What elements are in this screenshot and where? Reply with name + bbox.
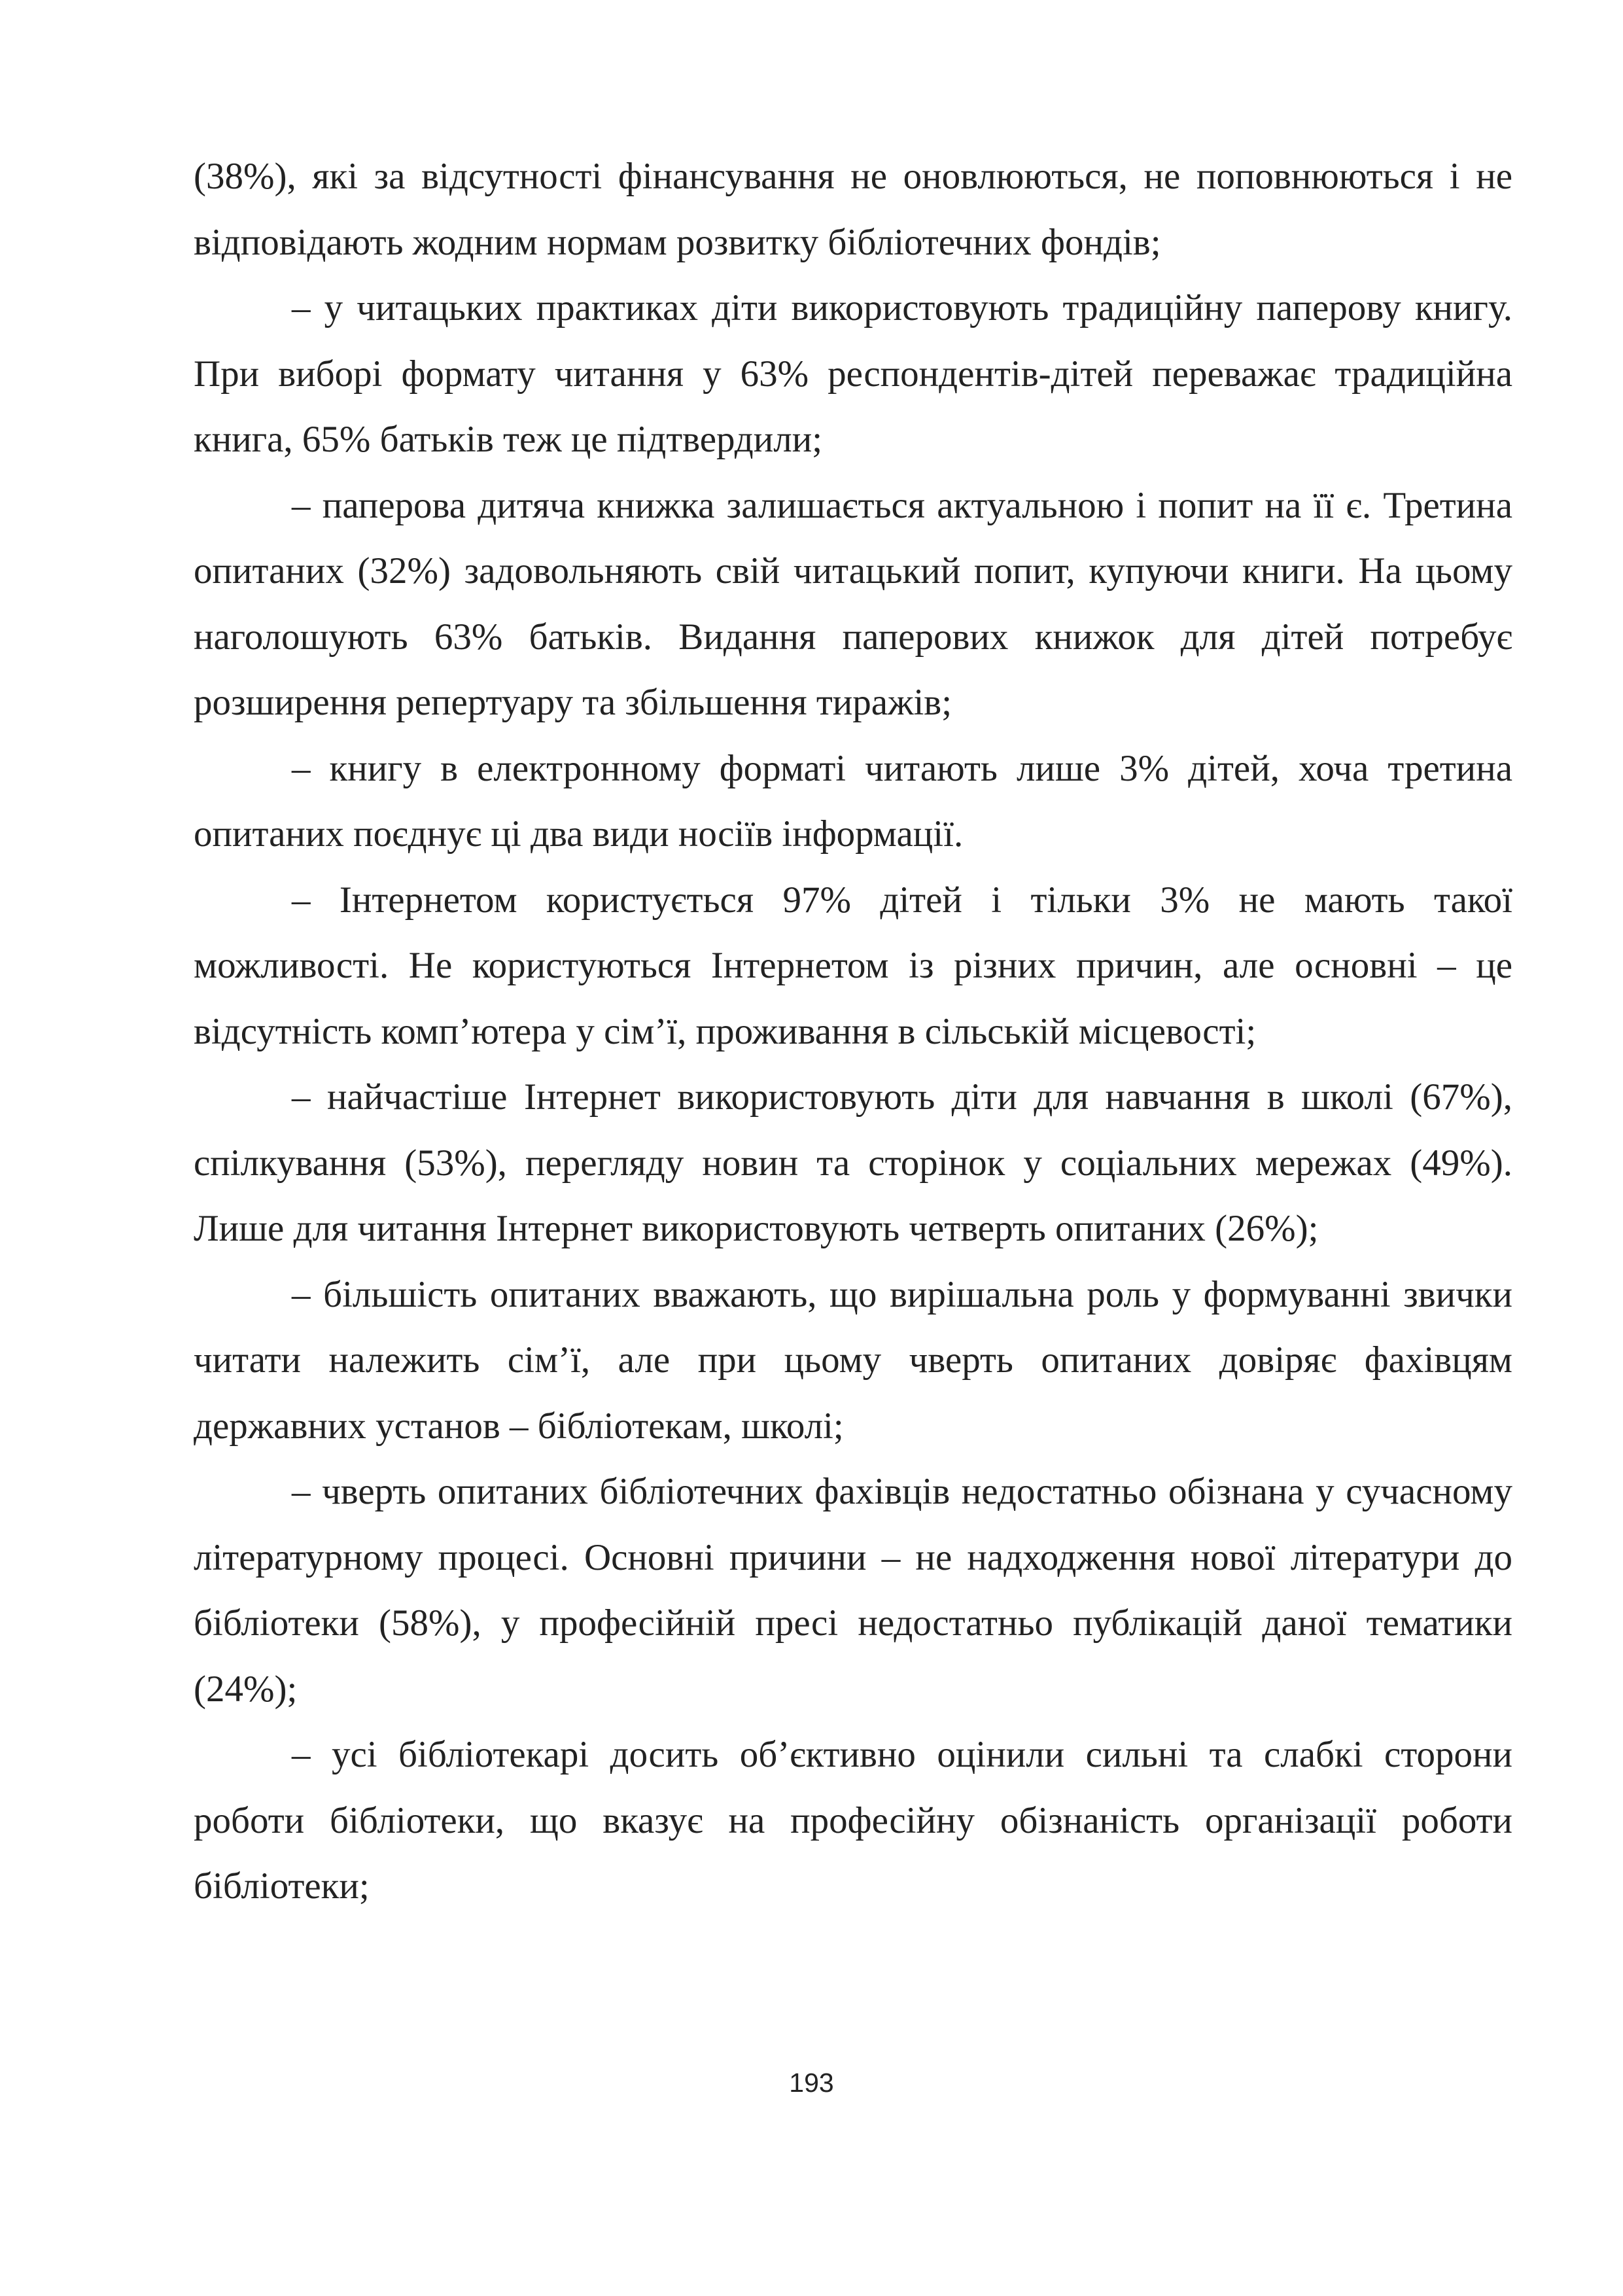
list-item-library-evaluation: – усі бібліотекарі досить об’єктивно оцінили сильні та слабкі сторони роботи бібліотеки, що вказує на професійну обізнаність організації роботи бібліотеки;	[194, 1734, 1512, 1907]
body-text	[194, 144, 1512, 1920]
list-item-family-role: – більшість опитаних вважають, що вирішальна роль у формуванні звички читати належить сім’ї, але при цьому чверть опитаних довіряє фахівцям державних установ – бібліотекам, школі;	[194, 1273, 1512, 1447]
paragraph-continuation: (38%), які за відсутності фінансування не оновлюються, не поповнюються і не відповідають жодним нормам розвитку бібліотечних фондів;	[194, 156, 1512, 263]
list-item-internet-purposes: – найчастіше Інтернет використовують діти для навчання в школі (67%), спілкування (53%), перегляду новин та сторінок у соціальних мережах (49%). Лише для читання Інтернет використовують четверть опитаних (26%);	[194, 1076, 1512, 1249]
list-item-electronic-format: – книгу в електронному форматі читають лише 3% дітей, хоча третина опитаних поєднує ці два види носіїв інформації.	[194, 747, 1512, 855]
list-item-librarian-awareness: – чверть опитаних бібліотечних фахівців недостатньо обізнана у сучасному літературному процесі. Основні причини – не надходження нової літератури до бібліотеки (58%), у професійній пресі недостатньо публікацій даної тематики (24%);	[194, 1471, 1512, 1710]
list-item-paper-book-practice: – у читацьких практиках діти використовують традиційну паперову книгу. При виборі формату читання у 63% респондентів-дітей переважає традиційна книга, 65% батьків теж це підтвердили;	[194, 287, 1512, 460]
page-number: 193	[789, 2068, 834, 2098]
list-item-paper-book-demand: – паперова дитяча книжка залишається актуальною і попит на її є. Третина опитаних (32%) задовольняють свій читацький попит, купуючи книги. На цьому наголошують 63% батьків. Видання паперових книжок для дітей потребує розширення репертуару та збільшення тиражів;	[194, 484, 1512, 723]
list-item-internet-usage: – Інтернетом користується 97% дітей і тільки 3% не мають такої можливості. Не користуються Інтернетом із різних причин, але основні – це відсутність комп’ютера у сім’ї, проживання в сільській місцевості;	[194, 879, 1512, 1052]
